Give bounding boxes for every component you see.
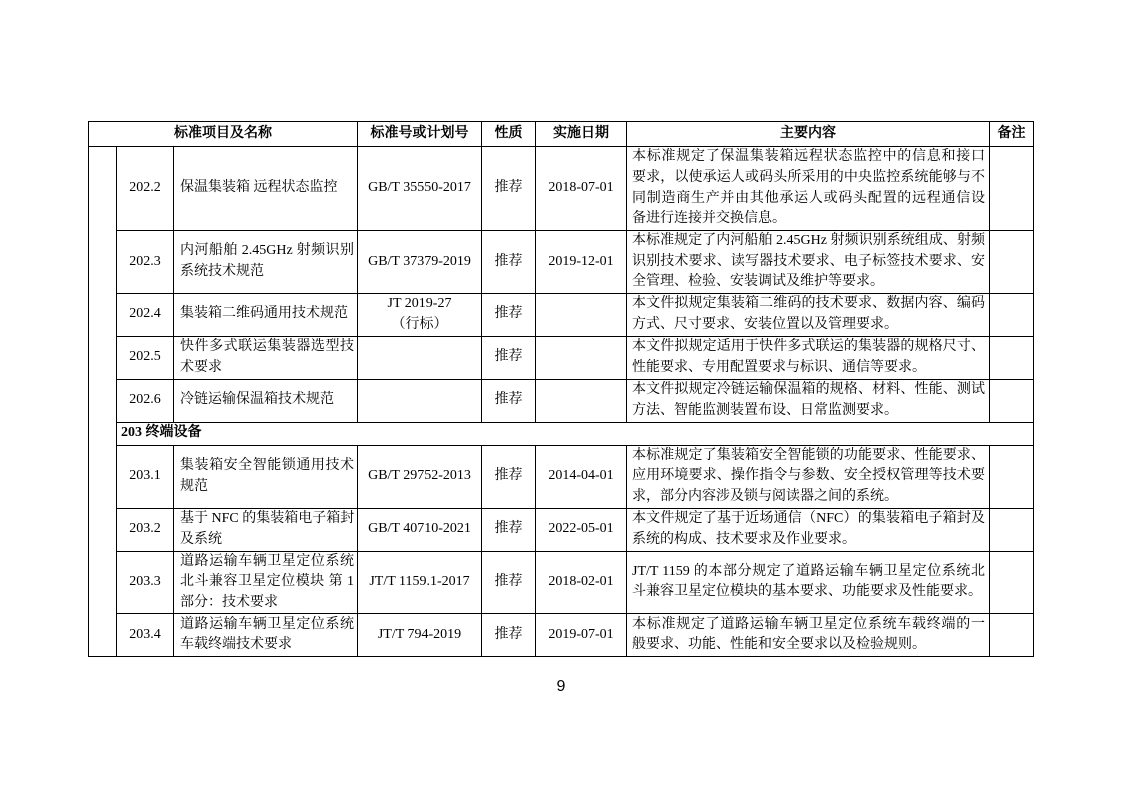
standard-number [358, 379, 482, 422]
remark-cell [990, 336, 1034, 379]
main-content-line: 本标准规定了保温集装箱远程状态监控中的信息和接口 [632, 149, 985, 165]
nature: 推荐 [482, 293, 536, 336]
main-content-line: 备进行连接并交换信息。 [632, 211, 786, 227]
section-row [89, 422, 1034, 445]
item-name [174, 379, 358, 422]
main-content [627, 508, 990, 551]
standard-number-line: GB/T 29752-2013 [368, 468, 471, 484]
remark-cell [990, 293, 1034, 336]
table-row [89, 336, 1034, 379]
main-content [627, 147, 990, 231]
standard-number [358, 147, 482, 231]
item-name-line: 规范 [180, 478, 208, 494]
main-content-line: 本标准规定了内河船舶 2.45GHz 射频识别系统组成、射频 [632, 233, 985, 248]
item-name-line: 冷链运输保温箱技术规范 [180, 392, 334, 408]
standard-number-line: JT/T 1159.1-2017 [369, 574, 470, 590]
main-content [627, 614, 990, 657]
implementation-date [536, 293, 627, 336]
nature: 推荐 [482, 147, 536, 231]
item-name-line: 车载终端技术要求 [180, 637, 292, 653]
implementation-date [536, 379, 627, 422]
standards-table [88, 121, 1034, 657]
table-row [89, 231, 1034, 294]
header-item-name: 标准项目及名称 [89, 122, 358, 147]
header-implementation-date: 实施日期 [536, 122, 627, 147]
main-content-line: 般要求、功能、性能和安全要求以及检验规则。 [632, 637, 926, 653]
item-name-line: 系统技术规范 [180, 263, 264, 279]
main-content-line: JT/T 1159 的本部分规定了道路运输车辆卫星定位系统北 [632, 563, 985, 579]
standard-number-line: JT/T 794-2019 [377, 627, 462, 643]
remark-cell [990, 379, 1034, 422]
item-name [174, 508, 358, 551]
item-number: 202.6 [117, 379, 174, 422]
table-row [89, 445, 1034, 508]
standard-number [358, 336, 482, 379]
item-number: 203.1 [117, 445, 174, 508]
implementation-date: 2022-05-01 [536, 508, 627, 551]
main-content-line: 本文件规定了基于近场通信（NFC）的集装箱电子箱封及 [632, 510, 985, 526]
main-content-line: 本标准规定了集装箱安全智能锁的功能要求、性能要求、 [632, 447, 985, 463]
standard-number [358, 293, 482, 336]
standard-number [358, 508, 482, 551]
main-content [627, 293, 990, 336]
remark-cell [990, 614, 1034, 657]
standard-number [358, 551, 482, 614]
header-remark: 备注 [990, 122, 1034, 147]
item-number: 202.2 [117, 147, 174, 231]
item-number: 203.4 [117, 614, 174, 657]
nature: 推荐 [482, 551, 536, 614]
item-name-line: 基于 NFC 的集装箱电子箱封 [180, 510, 355, 526]
item-name [174, 336, 358, 379]
table-row [89, 379, 1034, 422]
item-name-line: 术要求 [180, 359, 222, 375]
table-row [89, 293, 1034, 336]
item-name-line: 内河船舶 2.45GHz 射频识别 [180, 243, 354, 259]
main-content-line: 本标准规定了道路运输车辆卫星定位系统车载终端的一 [632, 616, 985, 632]
main-content-line: 识别技术要求、读写器技术要求、电子标签技术要求、安 [632, 253, 985, 269]
implementation-date: 2014-04-01 [536, 445, 627, 508]
item-name-line: 保温集装箱 远程状态监控 [180, 180, 338, 196]
table-row [89, 508, 1034, 551]
nature: 推荐 [482, 614, 536, 657]
main-content-line: 要求，以使承运人或码头所采用的中央监控系统能够与不 [632, 169, 985, 185]
main-content-line: 应用环境要求、操作指令与参数、安全授权管理等技术要 [632, 468, 985, 484]
standard-number [358, 445, 482, 508]
standard-number-line: GB/T 40710-2021 [368, 521, 471, 537]
main-content-line: 系统的构成、技术要求及作业要求。 [632, 531, 856, 547]
main-content-line: 本文件拟规定适用于快件多式联运的集装器的规格尺寸、 [632, 339, 985, 355]
remark-cell [990, 508, 1034, 551]
remark-cell [990, 445, 1034, 508]
standard-number-line: JT 2019-27 [387, 296, 452, 312]
standard-number [358, 614, 482, 657]
implementation-date: 2018-07-01 [536, 147, 627, 231]
item-number: 203.3 [117, 551, 174, 614]
nature: 推荐 [482, 336, 536, 379]
remark-cell [990, 231, 1034, 294]
implementation-date [536, 336, 627, 379]
item-name-line: 道路运输车辆卫星定位系统 [180, 616, 354, 632]
item-name [174, 445, 358, 508]
table-row [89, 614, 1034, 657]
item-number: 202.4 [117, 293, 174, 336]
standards-table-body [89, 147, 1034, 657]
item-name-line: 及系统 [180, 531, 222, 547]
main-content-line: 性能要求、专用配置要求与标识、通信等要求。 [632, 359, 926, 375]
item-name [174, 293, 358, 336]
main-content-line: 本文件拟规定集装箱二维码的技术要求、数据内容、编码 [632, 296, 985, 312]
standard-number-line: （行标） [391, 316, 448, 332]
standard-number-line: GB/T 35550-2017 [368, 180, 471, 196]
main-content [627, 445, 990, 508]
nature: 推荐 [482, 231, 536, 294]
header-main-content: 主要内容 [627, 122, 990, 147]
item-name-line: 集装箱安全智能锁通用技术 [180, 458, 354, 474]
item-name [174, 147, 358, 231]
item-number: 203.2 [117, 508, 174, 551]
standard-number [358, 231, 482, 294]
remark-cell [990, 147, 1034, 231]
nature: 推荐 [482, 445, 536, 508]
category-column-cell [89, 147, 117, 657]
main-content [627, 336, 990, 379]
table-row [89, 551, 1034, 614]
page-number: 9 [556, 678, 566, 695]
main-content-line: 全管理、检验、安装调试及维护等要求。 [632, 274, 884, 290]
header-nature: 性质 [482, 122, 536, 147]
section-title: 203 终端设备 [117, 422, 1034, 445]
main-content-line: 同制造商生产并由其他承运人或码头配置的远程通信设 [632, 190, 985, 206]
nature: 推荐 [482, 508, 536, 551]
item-name-line: 北斗兼容卫星定位模块 第 1 [180, 574, 354, 590]
item-name-line: 部分：技术要求 [180, 594, 278, 610]
item-number: 202.5 [117, 336, 174, 379]
header-row [89, 122, 1034, 147]
item-name [174, 614, 358, 657]
nature: 推荐 [482, 379, 536, 422]
main-content-line: 方法、智能监测装置布设、日常监测要求。 [632, 402, 898, 418]
implementation-date: 2019-07-01 [536, 614, 627, 657]
implementation-date: 2019-12-01 [536, 231, 627, 294]
item-name [174, 231, 358, 294]
item-name-line: 道路运输车辆卫星定位系统 [180, 553, 354, 569]
item-name [174, 551, 358, 614]
implementation-date: 2018-02-01 [536, 551, 627, 614]
main-content [627, 551, 990, 614]
item-name-line: 快件多式联运集装器选型技 [180, 339, 354, 355]
item-name-line: 集装箱二维码通用技术规范 [180, 306, 348, 322]
main-content [627, 231, 990, 294]
main-content [627, 379, 990, 422]
main-content-line: 斗兼容卫星定位模块的基本要求、功能要求及性能要求。 [632, 584, 982, 600]
remark-cell [990, 551, 1034, 614]
main-content-line: 求，部分内容涉及锁与阅读器之间的系统。 [632, 488, 898, 504]
table-row [89, 147, 1034, 231]
standard-number-line: GB/T 37379-2019 [368, 253, 471, 269]
header-standard-number: 标准号或计划号 [358, 122, 482, 147]
main-content-line: 本文件拟规定冷链运输保温箱的规格、材料、性能、测试 [632, 382, 985, 398]
item-number: 202.3 [117, 231, 174, 294]
main-content-line: 方式、尺寸要求、安装位置以及管理要求。 [632, 316, 898, 332]
